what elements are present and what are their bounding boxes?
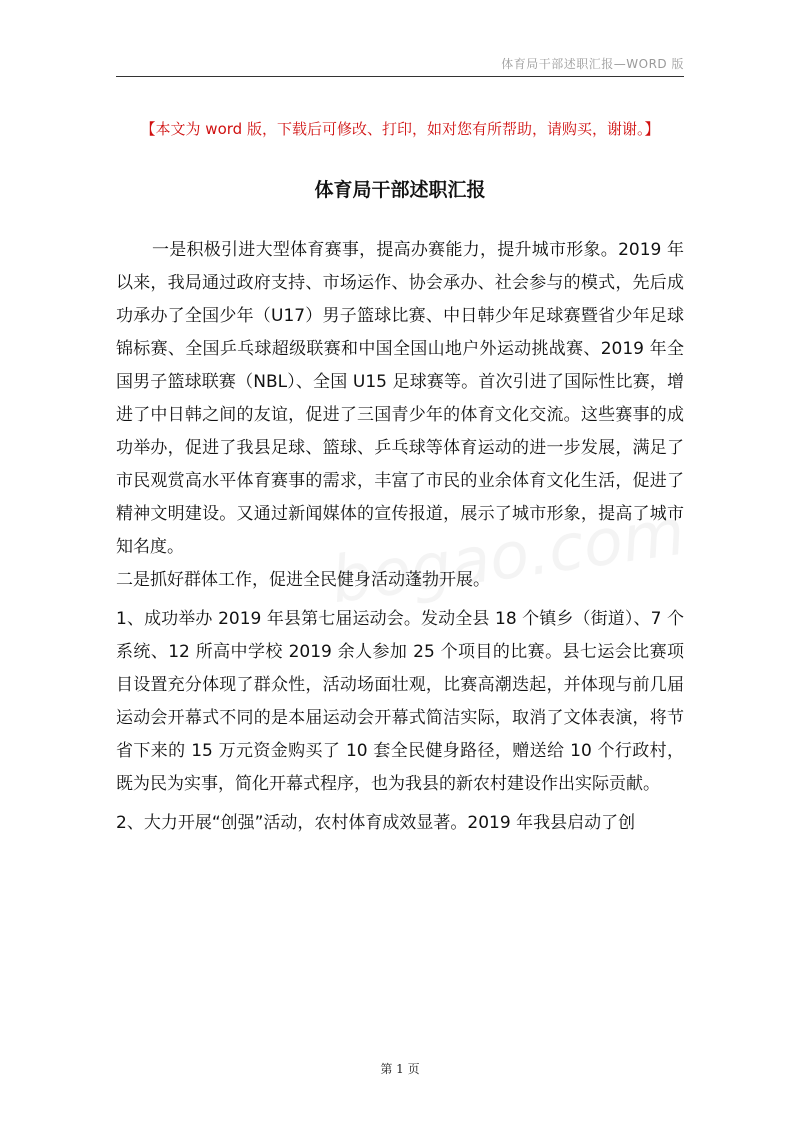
page-number: 第 1 页 xyxy=(380,1062,420,1076)
running-header: 体育局干部述职汇报—WORD 版 xyxy=(501,57,684,71)
purchase-notice: 【本文为 word 版，下载后可修改、打印，如对您有所帮助，请购买，谢谢。】 xyxy=(140,120,660,138)
header-divider xyxy=(116,76,684,77)
paragraph-3: 1、成功举办 2019 年县第七届运动会。发动全县 18 个镇乡（街道）、7 个系统、12 所高中学校 2019 余人参加 25 个项目的比赛。县七运会比赛项目设置充分体现了群众性，活动场面壮观，比赛高潮迭起，并体现与前几届运动会开幕式不同的是本届运动会开幕式简洁实际，取消了文体表演，将节省下来的 15 万元资金购买了 10 套全民健身路径，赠送给 10 个行政村，既为民为实事，简化开幕式程序，也为我县的新农村建设作出实际贡献。 xyxy=(116,609,684,794)
document-body xyxy=(116,234,684,840)
document-title: 体育局干部述职汇报 xyxy=(314,179,486,201)
paragraph-4: 2、大力开展“创强”活动，农村体育成效显著。2019 年我县启动了创 xyxy=(116,813,636,833)
paragraph-2: 二是抓好群体工作，促进全民健身活动蓬勃开展。 xyxy=(116,570,490,590)
paragraph-1: 一是积极引进大型体育赛事，提高办赛能力，提升城市形象。2019 年以来，我局通过政府支持、市场运作、协会承办、社会参与的模式，先后成功承办了全国少年（U17）男子篮球比赛、中日韩少年足球赛暨省少年足球锦标赛、全国乒乓球超级联赛和中国全国山地户外运动挑战赛、2019 年全国男子篮球联赛（NBL）、全国 U15 足球赛等。首次引进了国际性比赛，增进了中日韩之间的友谊，促进了三国青少年的体育文化交流。这些赛事的成功举办，促进了我县足球、篮球、乒乓球等体育运动的进一步发展，满足了市民观赏高水平体育赛事的需求，丰富了市民的业余体育文化生活，促进了精神文明建设。又通过新闻媒体的宣传报道，展示了城市形象，提高了城市知名度。 xyxy=(116,240,684,557)
